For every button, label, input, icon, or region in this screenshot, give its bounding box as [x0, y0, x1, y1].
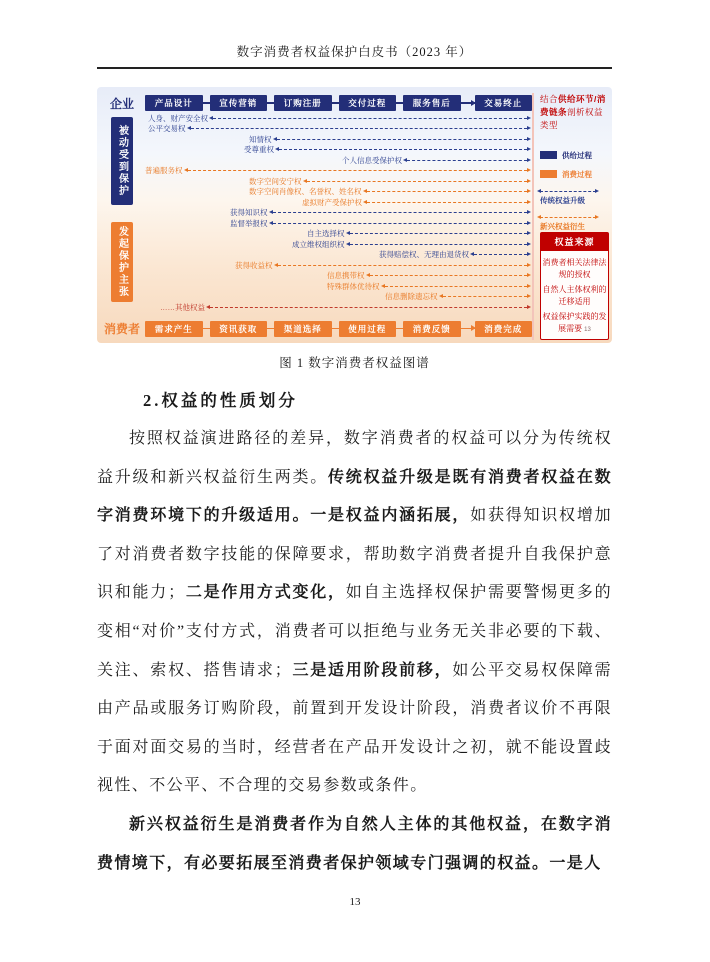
right-label: 获得收益权 [235, 260, 273, 270]
page-header-title: 数字消费者权益保护白皮书（2023 年） [97, 42, 612, 69]
right-label: 获得知识权 [230, 208, 268, 218]
section-heading: 2.权益的性质划分 [143, 391, 298, 410]
right-row [145, 176, 532, 187]
flow-connector [332, 328, 339, 330]
enterprise-stage-5: 服务售后 [403, 95, 461, 111]
bold-text-segment: 二是作用方式变化， [185, 584, 346, 602]
flow-connector [396, 328, 403, 330]
flow-arrow-icon [461, 328, 475, 330]
dashed-arrow-icon [474, 254, 527, 255]
right-label: 信息携带权 [327, 271, 365, 281]
right-row [145, 271, 532, 282]
dashed-arrow-icon [367, 202, 527, 203]
right-label: 受尊重权 [244, 145, 274, 155]
bold-text-segment: 三是适用阶段前移， [292, 661, 453, 679]
right-row [145, 124, 532, 135]
legend-item [540, 188, 609, 206]
side-intro-segment: 供给环节/消费链条 [540, 94, 606, 118]
rights-rows-group2 [145, 208, 532, 313]
consumer-stage-4: 使用过程 [339, 321, 397, 337]
flow-connector [203, 328, 210, 330]
enterprise-stage-2: 宣传营销 [210, 95, 268, 111]
right-row [145, 145, 532, 156]
bold-text-segment: 传统权益升级是既有消费者权益在数字消费环境下的升级适用。一是权益内涵拓展， [97, 468, 612, 525]
flow-connector [267, 328, 274, 330]
right-label: 成立维权组织权 [292, 239, 345, 249]
paragraph [97, 420, 612, 806]
right-label: 获得赔偿权、无理由退货权 [379, 250, 469, 260]
right-label: ……其他权益 [160, 302, 205, 312]
right-row [145, 302, 532, 313]
figure-main-column [145, 93, 532, 340]
paragraph [97, 806, 612, 883]
dashed-arrow-icon [213, 118, 527, 119]
right-label: 数字空间肖像权、名誉权、姓名权 [249, 187, 362, 197]
dashed-arrow-icon [367, 191, 528, 192]
flow-connector [267, 102, 274, 104]
right-label: 信息删除遗忘权 [385, 292, 438, 302]
rights-source-item: 权益保护实践的发展需要 13 [542, 311, 607, 333]
initiate-claims-box: 发起保护主张 [111, 222, 133, 302]
footnote-marker: 13 [584, 326, 591, 333]
legend-item [540, 214, 609, 232]
dashed-arrow-icon [277, 139, 528, 140]
text-segment: 按照权益演进路径的差异，数字消费者的权益可以分为传统权益升级和新兴权益衍生两类。 [97, 430, 612, 486]
right-label: 公平交易权 [148, 124, 186, 134]
dashed-arrow-icon [407, 160, 527, 161]
figure-caption: 图 1 数字消费者权益图谱 [279, 356, 430, 370]
flow-arrow-icon [461, 102, 475, 104]
passively-protected-box: 被动受到保护 [111, 117, 133, 205]
rights-source-item: 消费者相关法律法规的授权 [542, 257, 607, 279]
enterprise-stage-1: 产品设计 [145, 95, 203, 111]
right-row [145, 229, 532, 240]
dashed-arrow-icon [273, 223, 528, 224]
rights-source-item: 自然人主体权利的迁移适用 [542, 284, 607, 306]
consumer-stage-3: 渠道选择 [274, 321, 332, 337]
consumer-stage-1: 需求产生 [145, 321, 203, 337]
dashed-arrow-icon [370, 275, 528, 276]
supply-swatch-icon [540, 151, 557, 159]
dashed-arrow-icon [188, 170, 528, 171]
right-label: 监督举报权 [230, 218, 268, 228]
legend-label: 传统权益升级 [540, 195, 585, 205]
enterprise-label: 企业 [109, 96, 134, 111]
rights-source-title: 权益来源 [541, 233, 608, 251]
right-row [145, 260, 532, 271]
legend-label: 新兴权益衍生 [540, 221, 585, 231]
consumer-stage-2: 资讯获取 [210, 321, 268, 337]
right-row [145, 166, 532, 177]
right-label: 个人信息受保护权 [342, 155, 402, 165]
figure-left-column [99, 93, 145, 340]
enterprise-stage-6: 交易终止 [475, 95, 533, 111]
right-label: 知情权 [249, 134, 272, 144]
dashed-arrow-icon [191, 128, 528, 129]
consumer-label: 消费者 [103, 322, 140, 337]
figure-side-panel [532, 93, 610, 340]
dashed-arrow-icon [210, 307, 527, 308]
right-row [145, 113, 532, 124]
page-number: 13 [349, 896, 361, 908]
orange-dashed-arrow-icon [540, 217, 596, 218]
right-row [145, 187, 532, 198]
flow-connector [332, 102, 339, 104]
right-row [145, 281, 532, 292]
right-label: 虚拟财产受保护权 [302, 197, 362, 207]
dashed-arrow-icon [273, 212, 528, 213]
bold-text-segment: 新兴权益衍生是消费者作为自然人主体的其他权益，在数字消费情境下，有必要拓展至消费者保护领域专门强调的权益。一是人 [97, 815, 612, 872]
side-intro-segment: 结合 [540, 94, 559, 104]
figure-rights-map [97, 87, 612, 343]
flow-connector [203, 102, 210, 104]
right-row [145, 197, 532, 208]
legend [540, 142, 609, 232]
dashed-arrow-icon [350, 244, 528, 245]
right-row [145, 292, 532, 303]
dashed-arrow-icon [443, 296, 528, 297]
dashed-arrow-icon [307, 181, 528, 182]
legend-label: 供给过程 [562, 150, 592, 160]
right-row [145, 218, 532, 229]
legend-item [540, 169, 609, 180]
right-row [145, 208, 532, 219]
dashed-arrow-icon [278, 265, 528, 266]
right-label: 人身、财产安全权 [148, 113, 208, 123]
side-intro-segment: 剖析权益类型 [540, 107, 604, 131]
text-segment: 如自主选择权保护需要警惕更多的变相“对价”支付方式，消费者可以拒绝与业务无关非必要的下载、关注、索权、搭售请求； [97, 584, 612, 679]
top-stage-flow [145, 93, 532, 113]
right-row [145, 239, 532, 250]
right-label: 特殊群体优待权 [327, 281, 380, 291]
flow-connector [396, 102, 403, 104]
rights-source-items [541, 251, 608, 339]
text-segment: 如公平交易权保障需由产品或服务订购阶段，前置到开发设计阶段，消费者议价不再限于面对面交易的当时，经营者在产品开发设计之初，就不能设置歧视性、不公平、不合理的交易参数或条件。 [97, 661, 612, 795]
right-row [145, 250, 532, 261]
text-segment: 如获得知识权增加了对消费者数字技能的保障要求，帮助数字消费者提升自我保护意识和能力； [97, 507, 613, 602]
right-label: 普遍服务权 [145, 166, 183, 176]
enterprise-stage-3: 订购注册 [274, 95, 332, 111]
right-label: 自主选择权 [307, 229, 345, 239]
dashed-arrow-icon [350, 233, 528, 234]
consumer-stage-6: 消费完成 [475, 321, 533, 337]
side-intro-text [540, 93, 609, 133]
enterprise-stage-4: 交付过程 [339, 95, 397, 111]
dashed-arrow-icon [279, 149, 527, 150]
rights-rows-group1 [145, 113, 532, 208]
dashed-arrow-icon [385, 286, 528, 287]
right-label: 数字空间安宁权 [249, 176, 302, 186]
legend-label: 消费过程 [562, 169, 592, 179]
rights-source-box [540, 232, 609, 340]
right-row [145, 134, 532, 145]
legend-item [540, 150, 609, 161]
body-text [97, 420, 612, 883]
consume-swatch-icon [540, 170, 557, 178]
blue-dashed-arrow-icon [540, 191, 596, 192]
right-row [145, 155, 532, 166]
bottom-stage-flow [145, 318, 532, 340]
consumer-stage-5: 消费反馈 [403, 321, 461, 337]
